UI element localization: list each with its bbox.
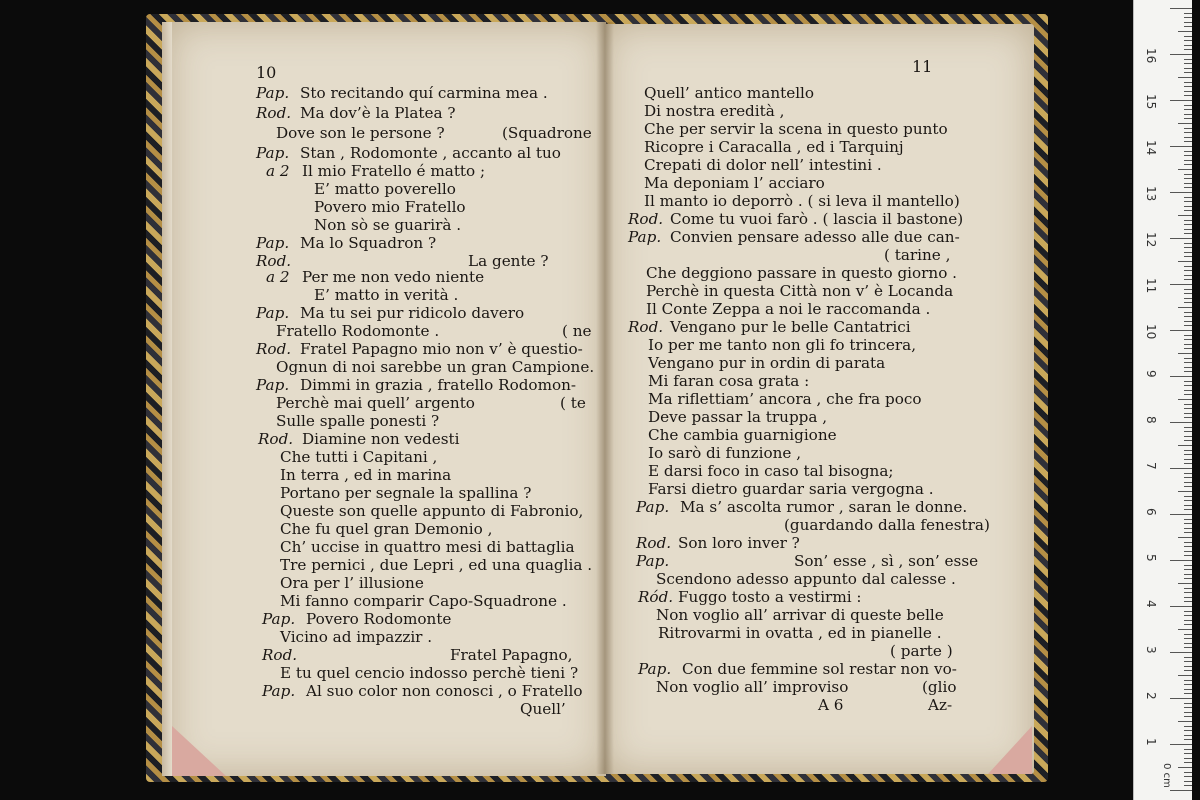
ruler-tick [1184, 459, 1192, 460]
ruler-tick [1184, 183, 1192, 184]
text-line: E tu quel cencio indosso perchè tieni ? [280, 664, 579, 682]
ruler-tick [1184, 151, 1192, 152]
text-line: Sto recitando quí carmina mea . [300, 84, 548, 102]
ruler-tick [1184, 509, 1192, 510]
ruler-tick [1178, 445, 1192, 446]
ruler-tick [1184, 114, 1192, 115]
ruler-tick [1170, 100, 1192, 101]
ruler-label: 11 [1144, 278, 1158, 294]
ruler-tick [1170, 606, 1192, 607]
ruler-tick [1184, 634, 1192, 635]
ruler-tick [1184, 252, 1192, 253]
text-line: Mi faran cosa grata : [648, 372, 810, 390]
ruler-tick [1184, 82, 1192, 83]
ruler-tick [1184, 739, 1192, 740]
ruler-tick [1170, 376, 1192, 377]
ruler-tick [1184, 670, 1192, 671]
ruler-tick [1184, 132, 1192, 133]
text-line: Fratello Rodomonte . [276, 322, 440, 340]
ruler-tick [1184, 523, 1192, 524]
ruler-tick [1184, 546, 1192, 547]
text-line: Ma riflettiam’ ancora , che fra poco [648, 390, 922, 408]
ruler-tick [1184, 689, 1192, 690]
ruler-label: 15 [1144, 94, 1158, 110]
ruler-tick [1184, 36, 1192, 37]
ruler-tick [1184, 693, 1192, 694]
ruler-tick [1184, 302, 1192, 303]
ruler-tick [1184, 128, 1192, 129]
ruler-tick [1178, 123, 1192, 124]
ruler-tick [1184, 371, 1192, 372]
text-line: Scendono adesso appunto dal calesse . [656, 570, 956, 588]
ruler-tick [1184, 417, 1192, 418]
ruler-tick [1184, 427, 1192, 428]
ruler-tick [1184, 551, 1192, 552]
text-line: Con due femmine sol restar non vo- [682, 660, 957, 678]
ruler-tick [1184, 505, 1192, 506]
ruler-tick [1184, 40, 1192, 41]
ruler-tick [1184, 680, 1192, 681]
text-line: ( ne [562, 322, 592, 340]
ruler-tick [1184, 597, 1192, 598]
ruler-tick [1184, 394, 1192, 395]
ruler-tick [1184, 339, 1192, 340]
ruler-tick [1184, 141, 1192, 142]
ruler-tick [1184, 569, 1192, 570]
speaker-label: Rod. [256, 340, 292, 358]
text-line: Queste son quelle appunto di Fabronio, [280, 502, 584, 520]
ruler-tick [1184, 486, 1192, 487]
ruler-tick [1184, 496, 1192, 497]
ruler-tick [1184, 105, 1192, 106]
ruler-tick [1170, 744, 1192, 745]
ruler-tick [1178, 261, 1192, 262]
ruler-tick [1184, 13, 1192, 14]
ruler-tick [1184, 243, 1192, 244]
ruler-tick [1170, 8, 1192, 9]
ruler-tick [1184, 266, 1192, 267]
text-line: Ma tu sei pur ridicolo davero [300, 304, 525, 322]
speaker-label: Pap. [262, 682, 296, 700]
ruler-tick [1184, 454, 1192, 455]
text-line: Per me non vedo niente [302, 268, 485, 286]
ruler-tick [1184, 643, 1192, 644]
text-line: Farsi dietro guardar saria vergogna . [648, 480, 934, 498]
ruler-tick [1184, 197, 1192, 198]
ruler-tick [1184, 500, 1192, 501]
speaker-label: Rod. [258, 430, 294, 448]
ruler-tick [1184, 344, 1192, 345]
text-line: Di nostra eredità , [644, 102, 785, 120]
text-line: Ma deponiam l’ acciaro [644, 174, 825, 192]
text-line: Fratel Papagno, [450, 646, 573, 664]
ruler-tick [1184, 450, 1192, 451]
ruler-tick [1170, 192, 1192, 193]
ruler-label: 14 [1144, 140, 1158, 156]
text-line: E’ matto in verità . [314, 286, 459, 304]
ruler-tick [1184, 293, 1192, 294]
ruler-tick [1184, 385, 1192, 386]
text-line: Povero Rodomonte [306, 610, 452, 628]
ruler-tick [1184, 316, 1192, 317]
ruler-tick [1184, 519, 1192, 520]
text-line: Dimmi in grazia , fratello Rodomon- [300, 376, 577, 394]
text-line: Dove son le persone ? [276, 124, 445, 142]
ruler-tick [1184, 348, 1192, 349]
speaker-label: Rod. [256, 104, 292, 122]
ruler-tick [1184, 555, 1192, 556]
ruler-label: 10 [1144, 324, 1158, 340]
text-line: Mi fanno comparir Capo-Squadrone . [280, 592, 567, 610]
ruler-tick [1184, 592, 1192, 593]
ruler-tick [1178, 537, 1192, 538]
speaker-label: Rod. [628, 210, 664, 228]
ruler-tick [1184, 776, 1192, 777]
page-number: 10 [256, 63, 277, 82]
ruler-tick [1184, 749, 1192, 750]
text-line: Diamine non vedesti [302, 430, 460, 448]
text-line: Il Conte Zeppa a noi le raccomanda . [646, 300, 931, 318]
ruler-tick [1178, 491, 1192, 492]
ruler-tick [1184, 229, 1192, 230]
ruler-tick [1170, 698, 1192, 699]
text-line: Che tutti i Capitani , [280, 448, 438, 466]
ruler-tick [1184, 390, 1192, 391]
text-line: Fuggo tosto a vestirmi : [678, 588, 862, 606]
ruler-tick [1184, 753, 1192, 754]
ruler-tick [1184, 601, 1192, 602]
ruler-tick [1184, 224, 1192, 225]
text-line: Ricopre i Caracalla , ed i Tarquinj [644, 138, 904, 156]
ruler-tick [1170, 790, 1192, 791]
ruler-tick [1184, 473, 1192, 474]
ruler-tick [1184, 256, 1192, 257]
text-line: In terra , ed in marina [280, 466, 452, 484]
text-line: La gente ? [468, 252, 549, 270]
left-page [168, 22, 606, 776]
speaker-label: Pap. [256, 84, 290, 102]
ruler-tick [1178, 767, 1192, 768]
ruler-tick [1184, 160, 1192, 161]
ruler-tick [1184, 615, 1192, 616]
text-line: Perchè mai quell’ argento [276, 394, 475, 412]
ruler-tick [1178, 721, 1192, 722]
ruler-tick [1184, 45, 1192, 46]
text-line: Quell’ antico mantello [644, 84, 815, 102]
text-line: A 6 [818, 696, 844, 714]
ruler-tick [1184, 367, 1192, 368]
text-line: (guardando dalla fenestra) [784, 516, 990, 534]
text-line: Ch’ uccise in quattro mesi di battaglia [280, 538, 575, 556]
text-line: Crepati di dolor nell’ intestini . [644, 156, 882, 174]
ruler-tick [1184, 785, 1192, 786]
ruler-tick [1184, 528, 1192, 529]
ruler-tick [1184, 436, 1192, 437]
ruler-tick [1178, 77, 1192, 78]
text-line: Che fu quel gran Demonio , [280, 520, 493, 538]
ruler-tick [1184, 726, 1192, 727]
ruler-tick [1184, 758, 1192, 759]
ruler-tick [1184, 647, 1192, 648]
ruler-tick [1184, 86, 1192, 87]
text-line: Tre pernici , due Lepri , ed una quaglia . [280, 556, 593, 574]
ruler-tick [1170, 468, 1192, 469]
ruler-label: 7 [1144, 462, 1158, 470]
ruler-tick [1184, 666, 1192, 667]
speaker-label: Pap. [256, 234, 290, 252]
speaker-label: Rod. [636, 534, 672, 552]
text-line: Convien pensare adesso alle due can- [670, 228, 960, 246]
speaker-label: Pap. [636, 552, 670, 570]
text-line: Deve passar la truppa , [648, 408, 828, 426]
ruler-tick [1184, 578, 1192, 579]
ruler-tick [1184, 187, 1192, 188]
text-line: Ritrovarmi in ovatta , ed in pianelle . [658, 624, 942, 642]
speaker-label: a 2 [266, 268, 290, 286]
measuring-ruler [1133, 0, 1192, 800]
right-page [604, 24, 1034, 774]
ruler-tick [1184, 335, 1192, 336]
speaker-label: Rod. [262, 646, 298, 664]
ruler-label: 2 [1144, 692, 1158, 700]
text-line: Son’ esse , sì , son’ esse [794, 552, 979, 570]
text-line: Il mio Fratello é matto ; [302, 162, 486, 180]
ruler-tick [1184, 542, 1192, 543]
ruler-tick [1178, 31, 1192, 32]
text-line: ( tarine , [884, 246, 951, 264]
ruler-tick [1184, 137, 1192, 138]
ruler-tick [1184, 279, 1192, 280]
text-line: Che cambia guarnigione [648, 426, 837, 444]
ruler-tick [1170, 422, 1192, 423]
text-line: Son loro inver ? [678, 534, 800, 552]
ruler-tick [1184, 210, 1192, 211]
ruler-tick [1184, 220, 1192, 221]
ruler-tick [1184, 620, 1192, 621]
ruler-tick [1184, 49, 1192, 50]
text-line: Ma lo Squadron ? [300, 234, 437, 252]
text-line: (glio [922, 678, 957, 696]
ruler-label: 9 [1144, 370, 1158, 378]
ruler-tick [1184, 247, 1192, 248]
ruler-tick [1184, 588, 1192, 589]
speaker-label: Rod. [628, 318, 664, 336]
text-line: Stan , Rodomonte , accanto al tuo [300, 144, 561, 162]
ruler-tick [1184, 109, 1192, 110]
ruler-tick [1184, 22, 1192, 23]
ruler-tick [1184, 321, 1192, 322]
text-line: E darsi foco in caso tal bisogna; [648, 462, 894, 480]
ruler-tick [1184, 270, 1192, 271]
ruler-tick [1184, 477, 1192, 478]
ruler-tick [1184, 17, 1192, 18]
text-line: Sulle spalle ponesti ? [276, 412, 440, 430]
ruler-tick [1184, 413, 1192, 414]
ruler-unit: 0 cm [1160, 763, 1172, 788]
ruler-tick [1184, 735, 1192, 736]
speaker-label: Pap. [256, 376, 290, 394]
text-line: Io per me tanto non gli fo trincera, [648, 336, 917, 354]
text-line: Vengano pur le belle Cantatrici [670, 318, 911, 336]
text-line: Az- [928, 696, 953, 714]
text-line: ( te [560, 394, 586, 412]
ruler-tick [1184, 661, 1192, 662]
ruler-tick [1170, 560, 1192, 561]
ruler-tick [1178, 629, 1192, 630]
ruler-tick [1184, 275, 1192, 276]
speaker-label: Pap. [256, 144, 290, 162]
text-line: Al suo color non conosci , o Fratello [306, 682, 583, 700]
text-line: Come tu vuoi farò . ( lascia il bastone) [670, 210, 964, 228]
ruler-label: 8 [1144, 416, 1158, 424]
ruler-tick [1184, 91, 1192, 92]
text-line: Povero mio Fratello [314, 198, 466, 216]
text-line: (Squadrone [502, 124, 592, 142]
ruler-tick [1184, 362, 1192, 363]
ruler-tick [1184, 325, 1192, 326]
ruler-tick [1184, 289, 1192, 290]
speaker-label: Rod. [256, 252, 292, 270]
ruler-tick [1184, 381, 1192, 382]
ruler-tick [1184, 574, 1192, 575]
ruler-tick [1184, 174, 1192, 175]
ruler-tick [1170, 514, 1192, 515]
page-number: 11 [912, 57, 933, 76]
text-line: ( parte ) [890, 642, 953, 660]
ruler-tick [1184, 440, 1192, 441]
ruler-tick [1184, 611, 1192, 612]
text-line: Ma dov’è la Platea ? [300, 104, 456, 122]
ruler-tick [1184, 703, 1192, 704]
ruler-tick [1184, 716, 1192, 717]
text-line: E’ matto poverello [314, 180, 456, 198]
ruler-tick [1184, 707, 1192, 708]
ruler-tick [1184, 772, 1192, 773]
speaker-label: Pap. [262, 610, 296, 628]
ruler-tick [1184, 408, 1192, 409]
ruler-tick [1178, 583, 1192, 584]
ruler-tick [1184, 624, 1192, 625]
ruler-tick [1184, 178, 1192, 179]
ruler-tick [1184, 312, 1192, 313]
ruler-tick [1184, 298, 1192, 299]
text-line: Ma s’ ascolta rumor , saran le donne. [680, 498, 968, 516]
text-line: Fratel Papagno mio non v’ è questio- [300, 340, 583, 358]
ruler-tick [1170, 652, 1192, 653]
ruler-tick [1184, 684, 1192, 685]
ruler-label: 4 [1144, 600, 1158, 608]
ruler-tick [1184, 201, 1192, 202]
ruler-tick [1170, 54, 1192, 55]
text-line: Il manto io deporrò . ( si leva il mantello) [644, 192, 960, 210]
ruler-tick [1184, 781, 1192, 782]
ruler-tick [1184, 565, 1192, 566]
text-line: Vicino ad impazzir . [280, 628, 433, 646]
ruler-tick [1184, 482, 1192, 483]
ruler-label: 1 [1144, 738, 1158, 746]
ruler-tick [1184, 730, 1192, 731]
text-line: Non voglio all’ arrivar di queste belle [656, 606, 944, 624]
ruler-tick [1178, 353, 1192, 354]
speaker-label: Pap. [638, 660, 672, 678]
text-line: Perchè in questa Città non v’ è Locanda [646, 282, 954, 300]
ruler-tick [1184, 358, 1192, 359]
ruler-tick [1170, 330, 1192, 331]
ruler-tick [1184, 155, 1192, 156]
ruler-tick [1178, 399, 1192, 400]
ruler-tick [1178, 307, 1192, 308]
ruler-tick [1184, 638, 1192, 639]
ruler-tick [1184, 26, 1192, 27]
text-line: Ognun di noi sarebbe un gran Campione. [276, 358, 595, 376]
ruler-label: 6 [1144, 508, 1158, 516]
ruler-tick [1178, 169, 1192, 170]
ruler-label: 3 [1144, 646, 1158, 654]
ruler-tick [1184, 431, 1192, 432]
ruler-tick [1184, 95, 1192, 96]
ruler-tick [1184, 657, 1192, 658]
ruler-label: 16 [1144, 48, 1158, 64]
ruler-label: 13 [1144, 186, 1158, 202]
text-line: Che per servir la scena in questo punto [644, 120, 948, 138]
text-line: Non voglio all’ improviso [656, 678, 849, 696]
ruler-tick [1184, 63, 1192, 64]
speaker-label: Pap. [628, 228, 662, 246]
text-line: Io sarò di funzione , [648, 444, 802, 462]
speaker-label: Pap. [636, 498, 670, 516]
speaker-label: a 2 [266, 162, 290, 180]
ruler-tick [1184, 233, 1192, 234]
ruler-label: 12 [1144, 232, 1158, 248]
text-line: Quell’ [520, 700, 566, 718]
ruler-tick [1178, 215, 1192, 216]
ruler-tick [1184, 532, 1192, 533]
speaker-label: Ród. [638, 588, 674, 606]
text-line: Non sò se guarirà . [314, 216, 462, 234]
ruler-tick [1170, 146, 1192, 147]
ruler-tick [1178, 675, 1192, 676]
ruler-tick [1184, 463, 1192, 464]
ruler-tick [1184, 59, 1192, 60]
ruler-tick [1170, 284, 1192, 285]
ruler-tick [1184, 164, 1192, 165]
text-line: Vengano pur in ordin di parata [648, 354, 886, 372]
ruler-tick [1184, 68, 1192, 69]
ruler-tick [1184, 712, 1192, 713]
ruler-tick [1184, 762, 1192, 763]
ruler-tick [1184, 118, 1192, 119]
text-line: Portano per segnale la spallina ? [280, 484, 532, 502]
ruler-tick [1184, 206, 1192, 207]
ruler-tick [1184, 404, 1192, 405]
speaker-label: Pap. [256, 304, 290, 322]
ruler-tick [1184, 72, 1192, 73]
ruler-tick [1170, 238, 1192, 239]
ruler-label: 5 [1144, 554, 1158, 562]
text-line: Che deggiono passare in questo giorno . [646, 264, 958, 282]
text-line: Ora per l’ illusione [280, 574, 424, 592]
